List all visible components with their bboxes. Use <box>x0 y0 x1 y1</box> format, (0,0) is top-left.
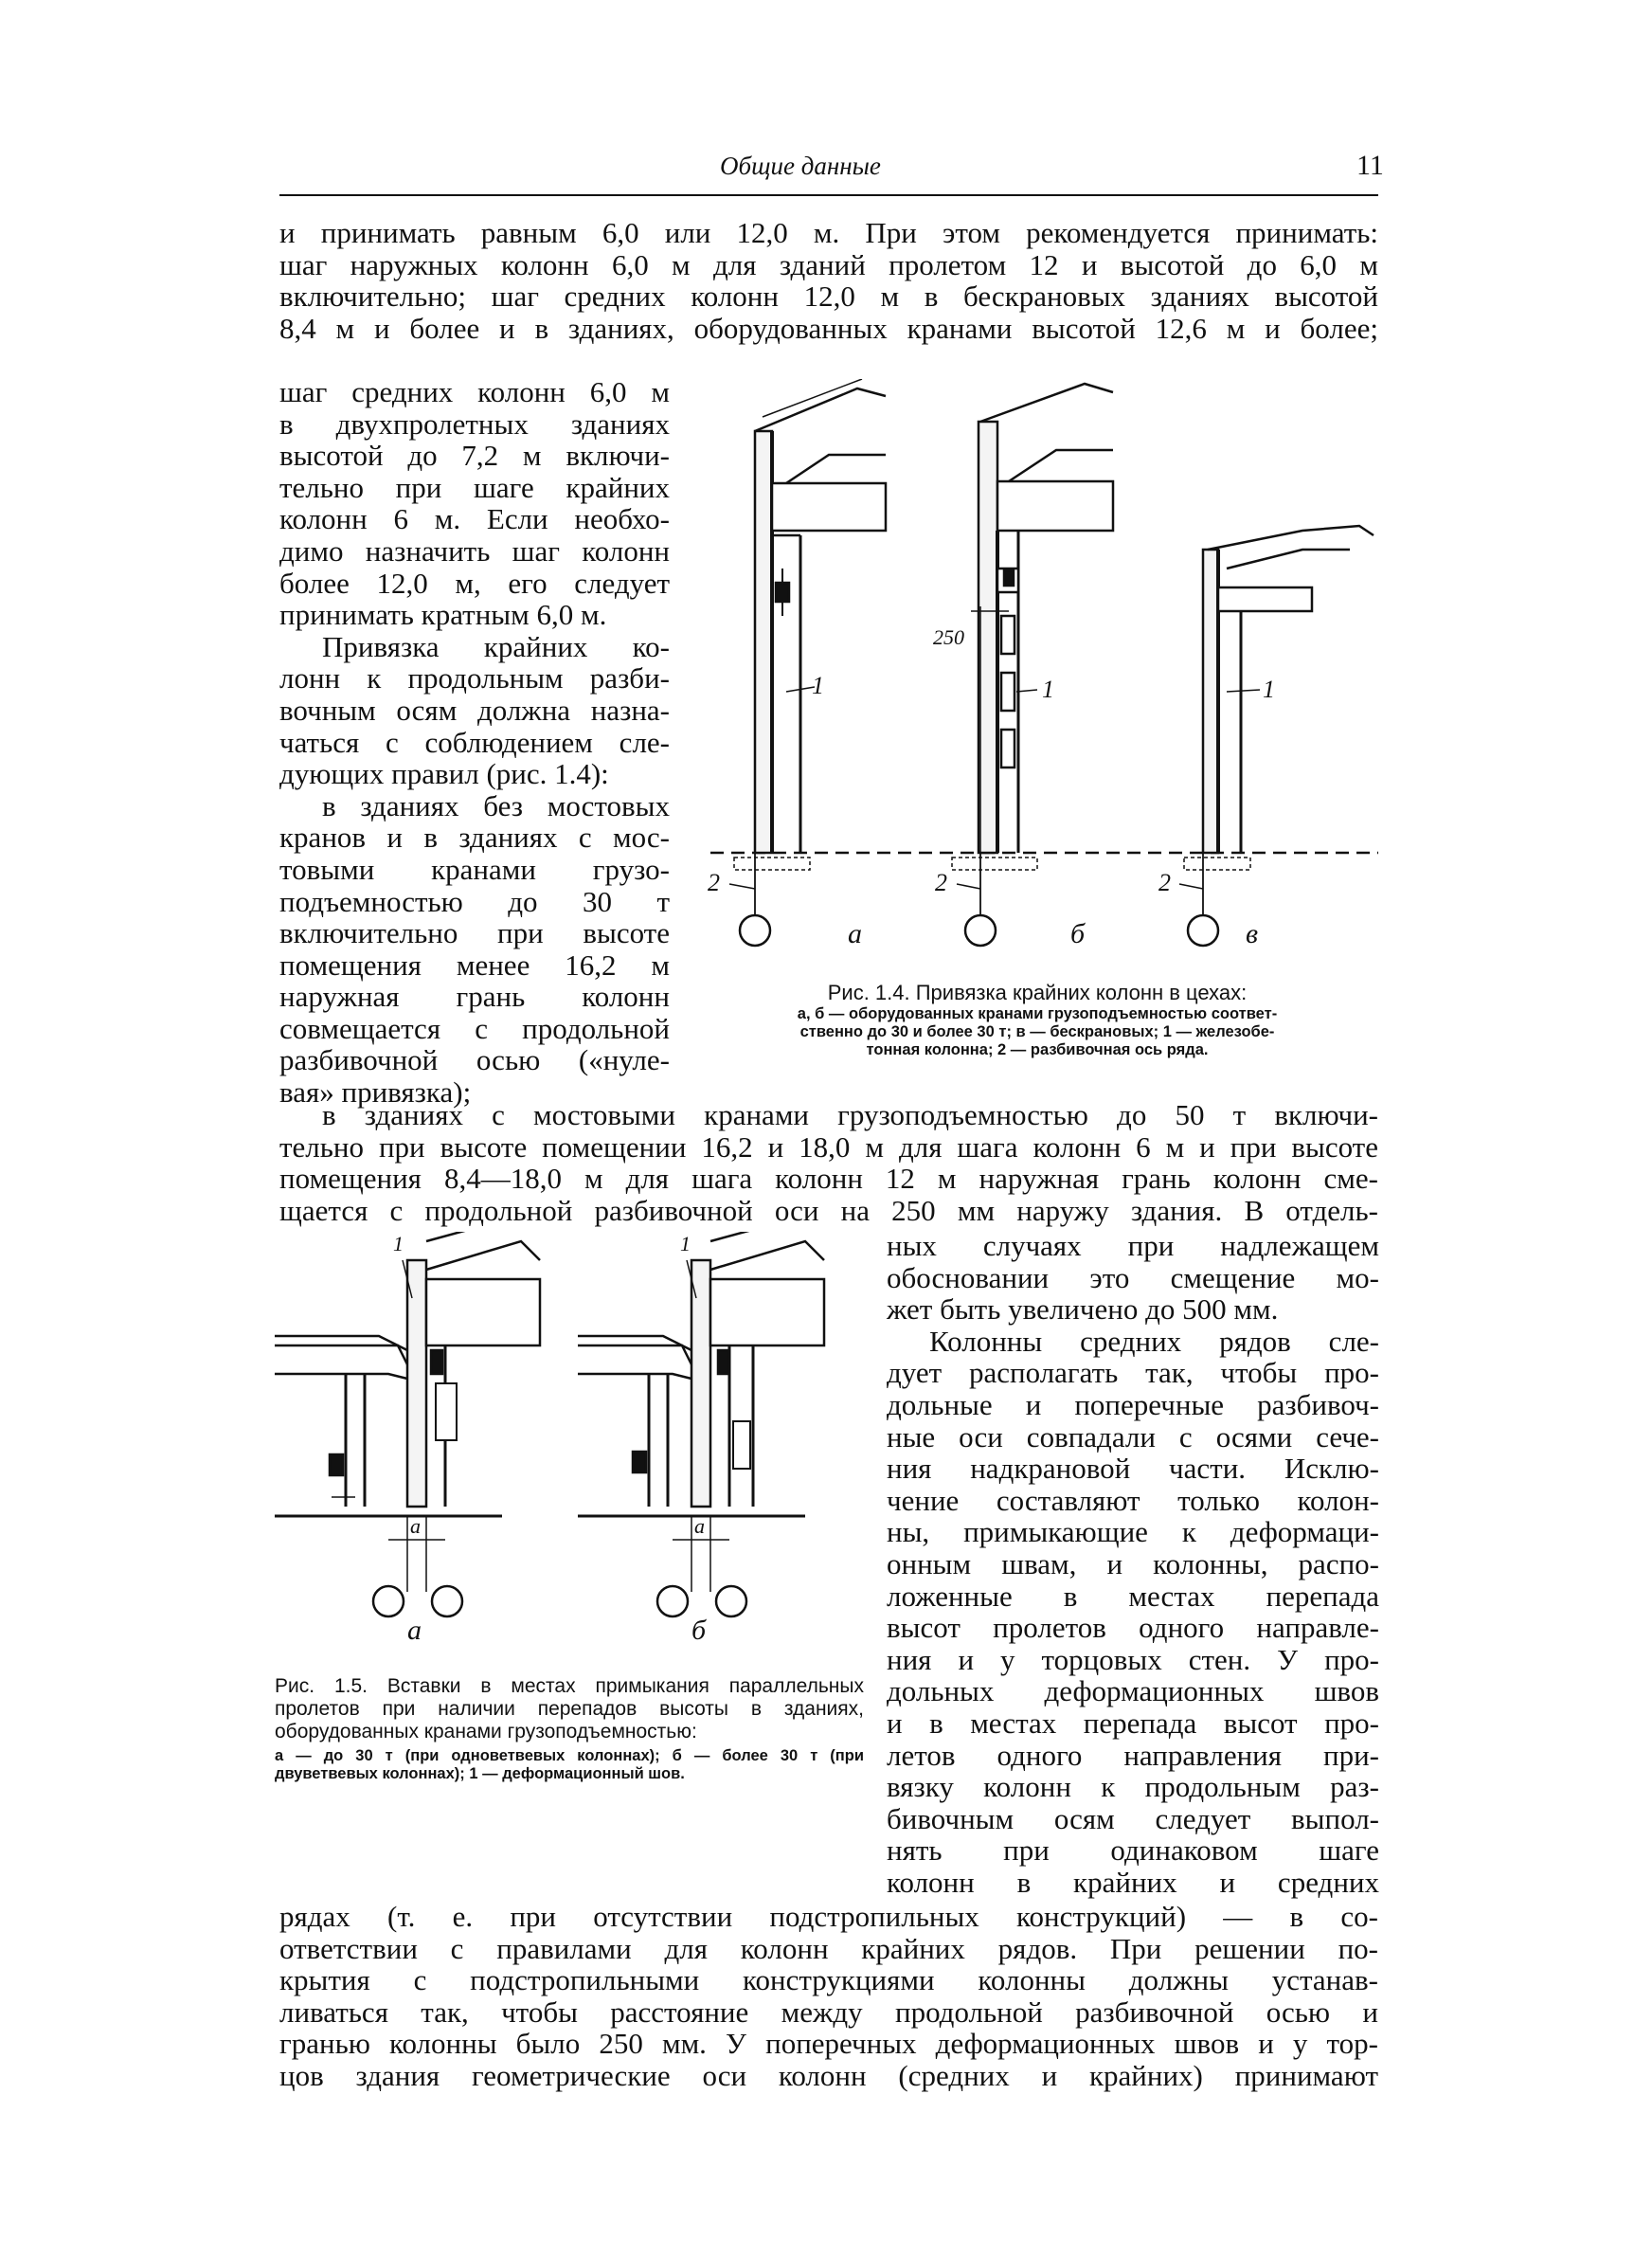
figure-1-5-caption-text: а — до 30 т (при одноветвевых колоннах); б — более 30 т (при двуветвевых колоннах); 1 — деформационный шов. <box>275 1747 864 1782</box>
text-line: цов здания геометрические оси колонн (средних и крайних) принимают <box>279 2058 1378 2092</box>
text-line: включительно при высоте <box>279 916 670 950</box>
text-line: дует располагать так, чтобы про- <box>887 1356 1379 1390</box>
fig14-label-column: 1 <box>812 672 824 699</box>
figure-1-5-caption-title: Рис. 1.5. Вставки в местах примыкания параллельных пролетов при наличии перепадов высоты в зданиях, оборудованных кранами грузоподъемностью: <box>275 1675 864 1742</box>
fig15-panel-b <box>578 1232 824 1616</box>
fig14-label-axis: 2 <box>708 869 720 896</box>
text-line: ответствии с правилами для колонн крайних рядов. При решении по- <box>279 1931 1378 1965</box>
text-line: гранью колонны было 250 мм. У поперечных деформационных швов и у тор- <box>279 2027 1378 2061</box>
fig14-label-axis: 2 <box>935 869 947 896</box>
fig15-label-a: а <box>407 1615 422 1646</box>
text-line: вая» привязка); <box>279 1075 472 1110</box>
page-number: 11 <box>1356 150 1384 181</box>
running-header-title: Общие данные <box>720 152 881 180</box>
text-line: и принимать равным 6,0 или 12,0 м. При этом рекомендуется принимать: <box>279 216 1378 249</box>
text-line: принимать кратным 6,0 м. <box>279 598 607 632</box>
text-line: товыми кранами грузо- <box>279 852 670 886</box>
fig15-label-joint: 1 <box>680 1232 691 1255</box>
figure-1-4-caption-line: ственно до 30 и более 30 т; в — бескрановых; 1 — железобе- <box>799 1023 1275 1040</box>
text-line: колонн в крайних и средних <box>887 1865 1379 1899</box>
fig14-label-offset: 250 <box>933 625 964 649</box>
figure-1-4-caption-line: а, б — оборудованных кранами грузоподъемностью соответ- <box>797 1005 1278 1022</box>
text-line: и в местах перепада высот про- <box>887 1706 1379 1740</box>
text-line: крытия с подстропильными конструкциями колонны должны устанав- <box>279 1963 1378 1997</box>
text-line: кранов и в зданиях с мос- <box>279 821 670 855</box>
figure-1-4-drawing <box>696 379 1378 966</box>
text-line: Колонны средних рядов сле- <box>929 1324 1379 1358</box>
text-block-middle <box>279 1099 1378 1226</box>
header-rule <box>279 194 1378 196</box>
text-line: более 12,0 м, его следует <box>279 566 670 600</box>
figure-1-4-caption-line: тонная колонна; 2 — разбивочная ось ряда. <box>866 1041 1209 1058</box>
fig14-panel-a <box>729 379 886 946</box>
fig15-panel-a <box>275 1232 540 1616</box>
text-line: рядах (т. е. при отсутствии подстропильных конструкций) — в со- <box>279 1900 1378 1933</box>
text-line: обосновании это смещение мо- <box>887 1260 1379 1294</box>
text-line: летов одного направления при- <box>887 1738 1379 1772</box>
text-line: чаться с соблюдением сле- <box>279 725 670 759</box>
fig15-label-b: б <box>691 1615 707 1646</box>
text-line: колонн 6 м. Если необхо- <box>279 502 670 536</box>
text-line: подъемностью до 30 т <box>279 884 670 918</box>
text-line: лонн к продольным разби- <box>279 661 670 695</box>
text-line: совмещается с продольной <box>279 1011 670 1045</box>
text-line: высотой до 7,2 м включи- <box>279 439 670 473</box>
text-line: разбивочной осью («нуле- <box>279 1043 670 1077</box>
text-line: в зданиях с мостовыми кранами грузоподъемностью до 50 т включи- <box>322 1098 1378 1131</box>
fig14-panel-b <box>952 384 1113 946</box>
text-line: помещения менее 16,2 м <box>279 948 670 982</box>
text-line: жет быть увеличено до 500 мм. <box>887 1292 1279 1327</box>
text-line: ния и у торцовых стен. У про- <box>887 1642 1379 1676</box>
text-line: нять при одинаковом шаге <box>887 1833 1379 1868</box>
figure-1-5-drawing <box>275 1232 881 1668</box>
text-line: вязку колонн к продольным раз- <box>887 1770 1379 1804</box>
fig15-label-insert: а <box>410 1514 421 1538</box>
text-line: чение составляют только колон- <box>887 1483 1379 1517</box>
fig14-label-column: 1 <box>1042 676 1054 703</box>
figure-1-4-caption-title: Рис. 1.4. Привязка крайних колонн в цехах: <box>827 981 1248 1004</box>
text-line: в двухпролетных зданиях <box>279 406 670 441</box>
text-line: ные оси совпадали с осями сече- <box>887 1419 1379 1454</box>
figure-1-5-caption <box>275 1675 864 1783</box>
figure-1-4-caption <box>706 981 1369 1059</box>
fig14-label-v: в <box>1246 918 1259 949</box>
text-line: дольные и поперечные разбивоч- <box>887 1387 1379 1421</box>
text-line: шаг средних колонн 6,0 м <box>279 375 670 408</box>
text-line: шаг наружных колонн 6,0 м для зданий пролетом 12 и высотой до 6,0 м <box>279 247 1378 281</box>
fig14-label-column: 1 <box>1263 676 1275 703</box>
text-line: помещения 8,4—18,0 м для шага колонн 12 м наружная грань колонн сме- <box>279 1162 1378 1196</box>
text-line: ливаться так, чтобы расстояние между продольной разбивочной осью и <box>279 1995 1378 2029</box>
text-line: ния надкрановой части. Исклю- <box>887 1452 1379 1486</box>
fig15-label-insert: а <box>694 1514 705 1538</box>
text-line: ных случаях при надлежащем <box>887 1229 1379 1262</box>
text-line: тельно при высоте помещении 16,2 и 18,0 м для шага колонн 6 м и при высоте <box>279 1129 1378 1164</box>
text-line: наружная грань колонн <box>279 980 670 1014</box>
text-block-top <box>279 217 1378 344</box>
text-block-left-column <box>279 376 670 1109</box>
text-line: ны, примыкающие к деформаци- <box>887 1515 1379 1549</box>
text-line: включительно; шаг средних колонн 12,0 м в бескрановых зданиях высотой <box>279 280 1378 314</box>
text-line: тельно при шаге крайних <box>279 470 670 504</box>
fig15-label-joint: 1 <box>393 1232 404 1255</box>
text-line: 8,4 м и более и в зданиях, оборудованных кранами высотой 12,6 м и более; <box>279 311 1378 345</box>
text-line: щается с продольной разбивочной оси на 250 мм наружу здания. В отдель- <box>279 1193 1378 1227</box>
text-line: бивочным осям следует выпол- <box>887 1801 1379 1835</box>
text-block-bottom <box>279 1901 1378 2092</box>
fig14-label-axis: 2 <box>1158 869 1171 896</box>
fig14-label-b: б <box>1070 918 1086 949</box>
text-line: Привязка крайних ко- <box>322 629 670 663</box>
text-line: ложенные в местах перепада <box>887 1579 1379 1613</box>
fig14-panel-v <box>1179 526 1374 946</box>
text-block-right-column <box>887 1230 1379 1898</box>
text-line: дольных деформационных швов <box>887 1674 1379 1708</box>
fig14-label-a: а <box>848 918 862 949</box>
text-line: вочным осям должна назна- <box>279 693 670 727</box>
text-line: в зданиях без мостовых <box>322 788 670 822</box>
text-line: димо назначить шаг колонн <box>279 533 670 568</box>
text-line: высот пролетов одного направле- <box>887 1611 1379 1645</box>
text-line: дующих правил (рис. 1.4): <box>279 757 609 791</box>
text-line: онным швам, и колонны, распо- <box>887 1546 1379 1580</box>
